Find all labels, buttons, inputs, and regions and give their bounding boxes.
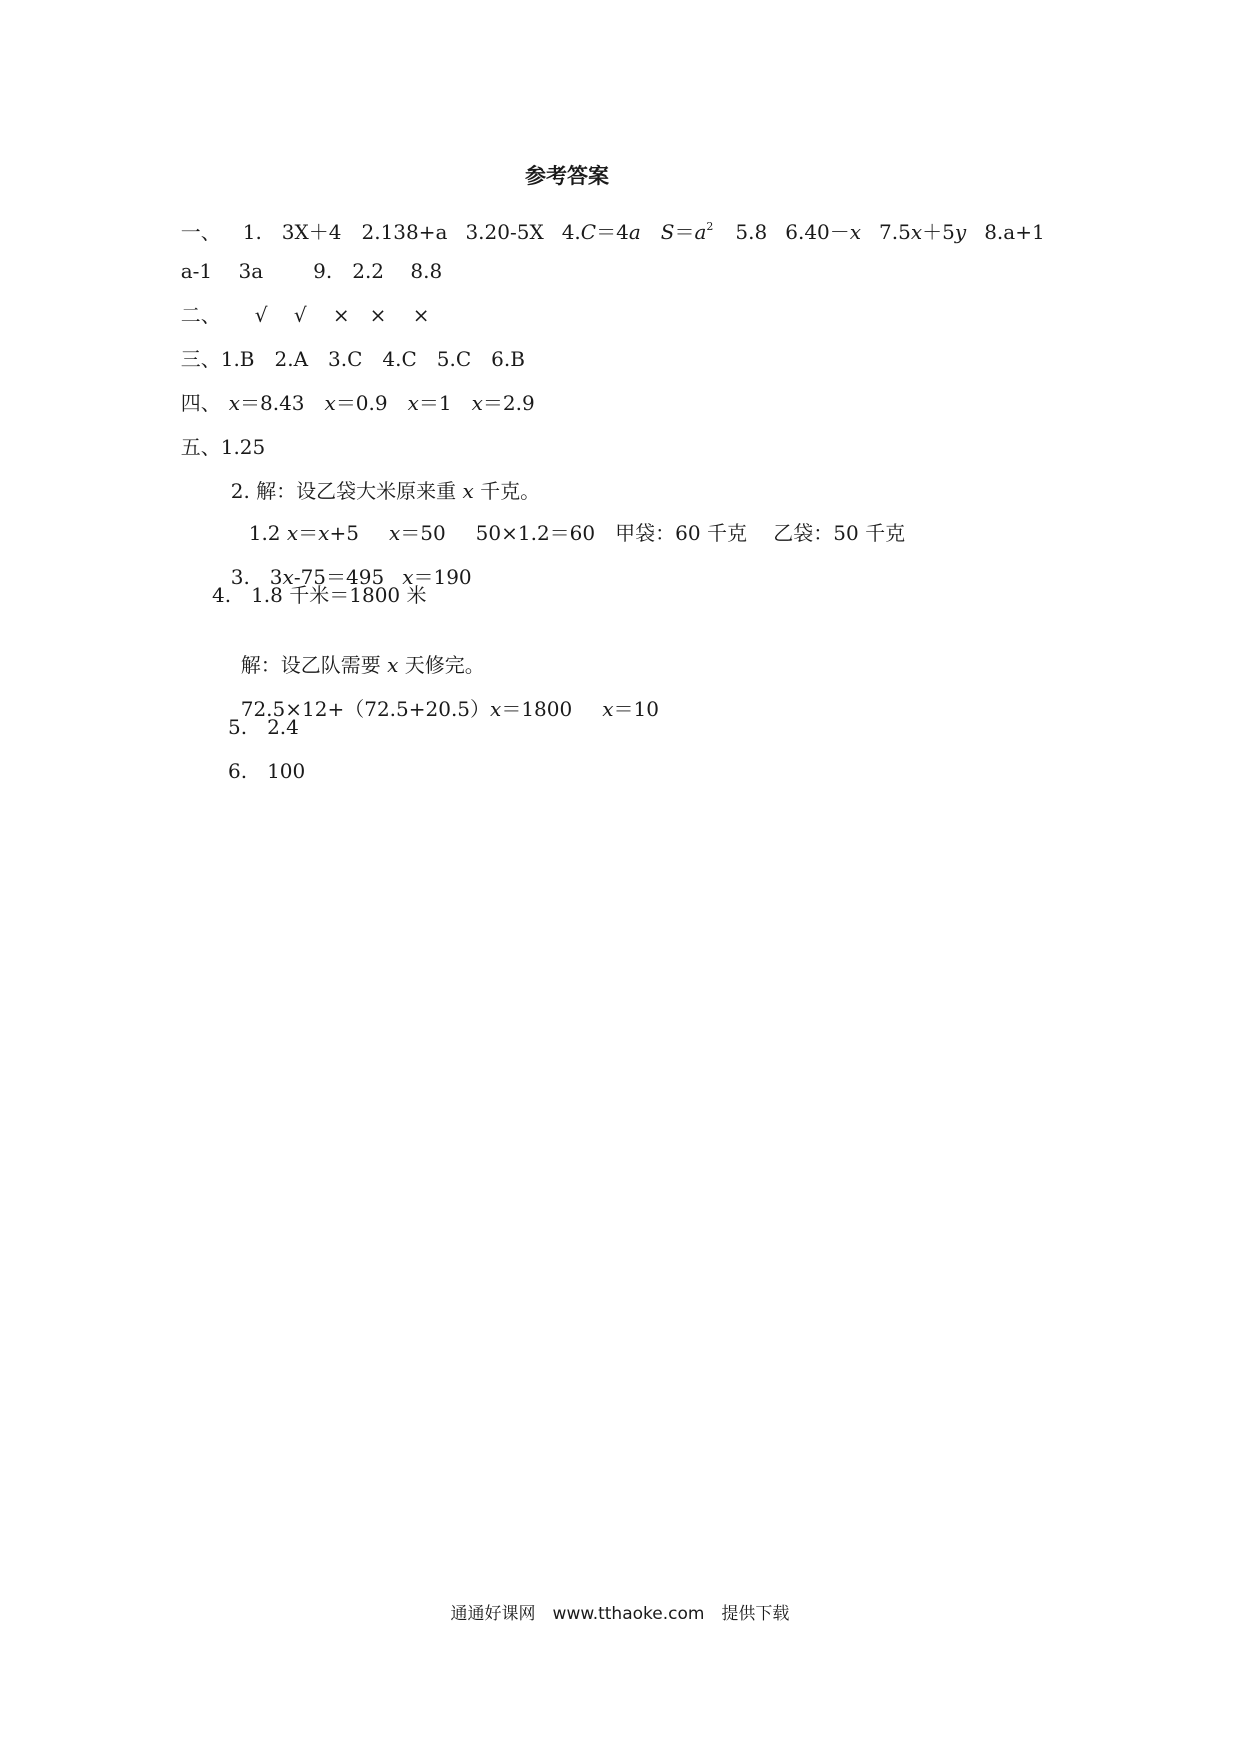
answer-1-4: 4.C＝4a $S=a^2$ (561, 220, 714, 244)
page-title: 参考答案 (525, 164, 609, 188)
section-4-label: 四、 (180, 391, 221, 415)
answer-1-6: 6.40－x (785, 220, 862, 244)
section-3-answers: 1.B 2.A 3.C 4.C 5.C 6.B (220, 347, 525, 371)
answer-1-5: 5.8 (735, 220, 768, 244)
answer-5-3: 3. 3x-75＝495 x＝190 (230, 565, 472, 589)
answer-1-3: 3.20-5X (465, 220, 544, 244)
section-2-answers: √ √ × × × (254, 303, 430, 327)
answer-1-2: 2.138+a (361, 220, 448, 244)
answer-5-1: 1.25 (220, 435, 266, 459)
answer-5-2-equation: 1.2 x＝x+5 x＝50 50×1.2＝60 甲袋：60 千克 乙袋：50 千克 (248, 521, 906, 545)
answer-5-5: 5. 2.4 (228, 715, 299, 739)
footer-source: 通通好课网 www.tthaoke.com 提供下载 (450, 1604, 790, 1624)
answer-1-1: 1. 3X＋4 (242, 220, 342, 244)
answer-5-2-setup: 2. 解：设乙袋大米原来重 x 千克。 (230, 479, 541, 503)
answer-5-4-conversion: 4. 1.8 千米＝1800 米 (212, 583, 427, 607)
answer-4-1: x＝8.43 (228, 391, 305, 415)
answer-4-4: x＝2.9 (471, 391, 535, 415)
answer-4-2: x＝0.9 (324, 391, 388, 415)
answer-1-9: 9. 2.2 8.8 (313, 259, 443, 283)
section-2-label: 二、 (180, 303, 221, 327)
section-3-label: 三、 (180, 347, 221, 371)
answer-5-6: 6. 100 (228, 759, 306, 783)
section-1-label: 一、 (180, 220, 221, 244)
answer-5-2-result: 50×1.2＝60 甲袋：60 千克 乙袋：50 千克 (475, 521, 906, 545)
answer-5-4-setup: 解：设乙队需要 x 天修完。 (240, 653, 485, 677)
answer-1-8: 8.a+1 (984, 220, 1045, 244)
answer-5-4-equation: 72.5×12+（72.5+20.5）x＝1800 x＝10 (240, 697, 659, 721)
section-5-label: 五、 (180, 435, 221, 459)
answer-1-8-continued: a-1 3a (180, 259, 264, 283)
answer-1-7: 7.5x＋5y (879, 220, 967, 244)
answer-4-3: x＝1 (407, 391, 452, 415)
